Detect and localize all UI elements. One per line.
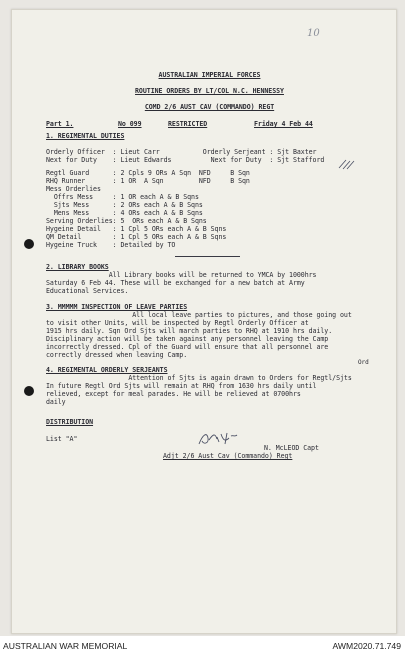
distribution-title: DISTRIBUTION <box>46 418 94 426</box>
handwritten-insert: Ord <box>358 359 369 366</box>
section-divider <box>175 256 240 257</box>
section3-line: incorrectly dressed. Cpl of the Guard will ensure that all personnel are <box>46 343 329 351</box>
signatory-title: Adjt 2/6 Aust Cav (Commando) Regt <box>163 452 293 460</box>
section2-title: 2. LIBRARY BOOKS <box>46 263 109 271</box>
section4-line: daily <box>46 398 66 406</box>
section3-line: 1915 hrs daily. Sqn Ord Sjts will march parties to RHQ at 1910 hrs daily. <box>46 327 333 335</box>
section4-title: 4. REGIMENTAL ORDERLY SERJEANTS <box>46 366 168 374</box>
pencil-folio-number: 10 <box>307 28 320 39</box>
duty-line: Orderly Officer : Lieut Carr Orderly Serjeant : Sjt Baxter <box>46 148 317 156</box>
section2-line: All Library books will be returned to YMCA by 1000hrs <box>46 271 317 279</box>
header-comd: COMD 2/6 AUST CAV (COMMANDO) REGT <box>144 103 275 111</box>
duty-line: Sjts Mess : 2 ORs each A & B Sqns <box>46 201 203 209</box>
section3-title: 3. MMMMM INSPECTION OF LEAVE PARTIES <box>46 303 188 311</box>
duty-line: Next for Duty : Lieut Edwards Next for Duty : Sjt Stafford <box>46 156 325 164</box>
header-org: AUSTRALIAN IMPERIAL FORCES <box>158 71 261 79</box>
order-number: No 099 <box>118 120 142 128</box>
duty-line: Mens Mess : 4 ORs each A & B Sqns <box>46 209 203 217</box>
punch-hole <box>24 239 34 249</box>
punch-hole <box>24 386 34 396</box>
section3-line: All local leave parties to pictures, and those going out <box>46 311 352 319</box>
section3-line: to visit other Units, will be inspected by Regtl Orderly Officer at <box>46 319 309 327</box>
section2-line: Saturday 6 Feb 44. These will be exchanged for a new batch at Army <box>46 279 305 287</box>
section4-line: relieved, except for meal parades. He will be relieved at 0700hrs <box>46 390 301 398</box>
section3-line: Disciplinary action will be taken against any personnel leaving the Camp <box>46 335 329 343</box>
duty-line: Hygeine Detail : 1 Cpl 5 ORs each A & B Sqns <box>46 225 227 233</box>
header-routine-orders: ROUTINE ORDERS BY LT/COL N.C. HENNESSY <box>135 87 284 95</box>
footer-institution: AUSTRALIAN WAR MEMORIAL <box>3 641 128 651</box>
duty-line: Hygeine Truck : Detailed by TO <box>46 241 176 249</box>
footer-bar <box>0 636 405 653</box>
duty-line: Serving Orderlies: 5 ORs each A & B Sqns <box>46 217 207 225</box>
duty-line: Offrs Mess : 1 OR each A & B Sqns <box>46 193 199 201</box>
handwritten-signature <box>195 428 240 450</box>
section2-line: Educational Services. <box>46 287 129 295</box>
section4-line: In future Regtl Ord Sjts will remain at RHQ from 1630 hrs daily until <box>46 382 317 390</box>
order-date: Friday 4 Feb 44 <box>254 120 313 128</box>
signatory-name: N. McLEOD Capt <box>264 444 319 452</box>
footer-accession-number: AWM2020.71.749 <box>332 641 401 651</box>
section4-line: Attention of Sjts is again drawn to Orders for Regtl/Sjts <box>46 374 352 382</box>
duty-line: QM Detail : 1 Cpl 5 ORs each A & B Sqns <box>46 233 227 241</box>
section3-line: correctly dressed when leaving Camp. <box>46 351 188 359</box>
duty-line: Mess Orderlies <box>46 185 101 193</box>
restricted-label: RESTRICTED <box>168 120 208 128</box>
duty-line: RHQ Runner : 1 OR A Sqn NFD B Sqn <box>46 177 250 185</box>
distribution-list: List "A" <box>46 435 78 443</box>
handwritten-strike-mark <box>337 158 357 170</box>
duty-line: Regtl Guard : 2 Cpls 9 ORs A Sqn NFD B Sqn <box>46 169 250 177</box>
section1-title: 1. REGIMENTAL DUTIES <box>46 132 125 140</box>
part-label: Part 1. <box>46 120 74 128</box>
